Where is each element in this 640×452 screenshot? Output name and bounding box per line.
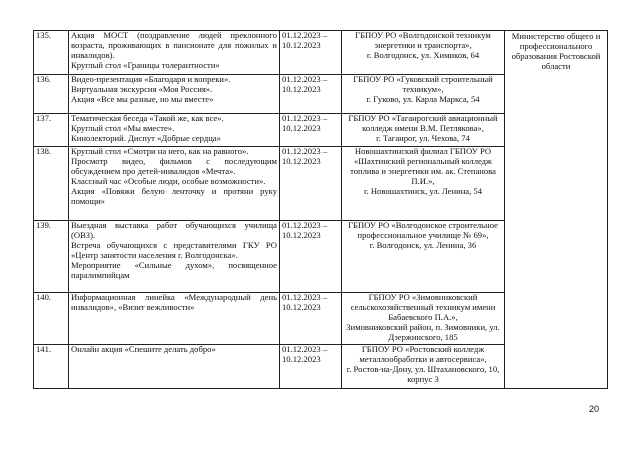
organizer-name: ГБПОУ РО «Волгодонской техникум энергетики и транспорта», [355,30,491,50]
event-line: Видео-презентация «Благодаря и вопреки». [71,74,231,84]
organizer [342,345,505,389]
table-row [34,31,608,75]
event-line: Виртуальная экскурсия «Моя Россия». [71,83,213,94]
organizer-name: ГБПОУ РО «Ростовский колледж металлообработки и автосервиса», [359,344,487,364]
organizer-address: г. Новошахтинск, ул. Ленина, 54 [364,185,482,196]
event-description [69,31,280,75]
event-line: Круглый стол «Мы вместе». [71,122,175,133]
organizer [342,31,505,75]
event-dates: 01.12.2023 – 10.12.2023 [280,114,342,147]
event-line: Кинолекторий. Диспут «Добрые сердца» [71,132,221,143]
event-description [69,293,280,345]
event-description [69,345,280,389]
organizer-address: Зимовниковский район, п. Зимовники, ул. Дзержинского, 185 [346,321,500,342]
row-number: 137. [34,114,69,147]
event-line: Просмотр видео, фильмов с последующим обсуждением про детей-инвалидов «Мечта». [71,155,277,176]
organizer-name: ГБПОУ РО «Волгодонское строительное профессиональное училище № 69», [348,220,498,240]
row-number: 136. [34,75,69,114]
organizer-name: ГБПОУ РО «Гуковский строительный техникум», [353,74,493,94]
responsible-body: Министерство общего и профессионального образования Ростовской области [505,31,608,389]
event-line: Мероприятие «Сильные духом», посвященное паралимпийцам [71,259,277,280]
event-dates: 01.12.2023 – 10.12.2023 [280,345,342,389]
event-line: Акция «Повяжи белую ленточку и протяни руку помощи» [71,185,277,206]
organizer-address: г. Волгодонск, ул. Ленина, 36 [369,239,477,250]
organizer-address: г. Таганрог, ул. Чехова, 74 [376,132,470,143]
organizer-name: ГБПОУ РО «Таганрогский авиационный колледж имени В.М. Петлякова», [348,113,498,133]
event-line: Тематическая беседа «Такой же, как все». [71,113,224,123]
organizer [342,221,505,293]
event-line: Круглый стол «Границы толерантности» [71,59,220,70]
row-number: 135. [34,31,69,75]
organizer-address: г. Волгодонск, ул. Химиков, 64 [366,49,480,60]
organizer [342,75,505,114]
organizer-name: Новошахтинский филиал ГБПОУ РО «Шахтинский региональный колледж топлива и энергетики им. ак. Степанова П.И.», [350,146,496,186]
organizer-address: г. Ростов-на-Дону, ул. Штахановского, 10, корпус 3 [346,363,500,384]
event-dates: 01.12.2023 – 10.12.2023 [280,221,342,293]
row-number: 138. [34,147,69,221]
event-line: Акция «Все мы разные, но мы вместе» [71,93,214,104]
event-line: Онлайн акция «Спешите делать добро» [71,344,216,354]
organizer [342,293,505,345]
page-number: 20 [589,404,600,414]
row-number: 140. [34,293,69,345]
event-dates: 01.12.2023 – 10.12.2023 [280,31,342,75]
event-description [69,75,280,114]
row-number: 141. [34,345,69,389]
event-description [69,147,280,221]
event-line: Выездная выставка работ обучающихся училища (ОВЗ). [71,220,277,240]
event-line: Классный час «Особые люди, особые возможности». [71,175,266,186]
event-line: Встреча обучающихся с представителями ГКУ РО «Центр занятости населения г. Волгодонска». [71,239,277,260]
event-dates: 01.12.2023 – 10.12.2023 [280,75,342,114]
event-dates: 01.12.2023 – 10.12.2023 [280,293,342,345]
organizer-address: г. Гуково, ул. Карла Маркса, 54 [366,93,480,104]
event-description [69,114,280,147]
organizer [342,114,505,147]
event-description [69,221,280,293]
organizer-name: ГБПОУ РО «Зимовниковский сельскохозяйственный техникум имени Бабаевского П.А.», [350,292,496,322]
event-dates: 01.12.2023 – 10.12.2023 [280,147,342,221]
event-line: Круглый стол «Смотри на него, как на равного». [71,146,249,156]
event-line: Акция МОСТ (поздравление людей преклонного возраста, проживающих в пансионате для пожилых и инвалидов). [71,30,277,60]
organizer [342,147,505,221]
row-number: 139. [34,221,69,293]
events-table [33,30,608,389]
event-line: Информационная линейка «Международный день инвалидов», «Визит вежливости» [71,292,277,312]
